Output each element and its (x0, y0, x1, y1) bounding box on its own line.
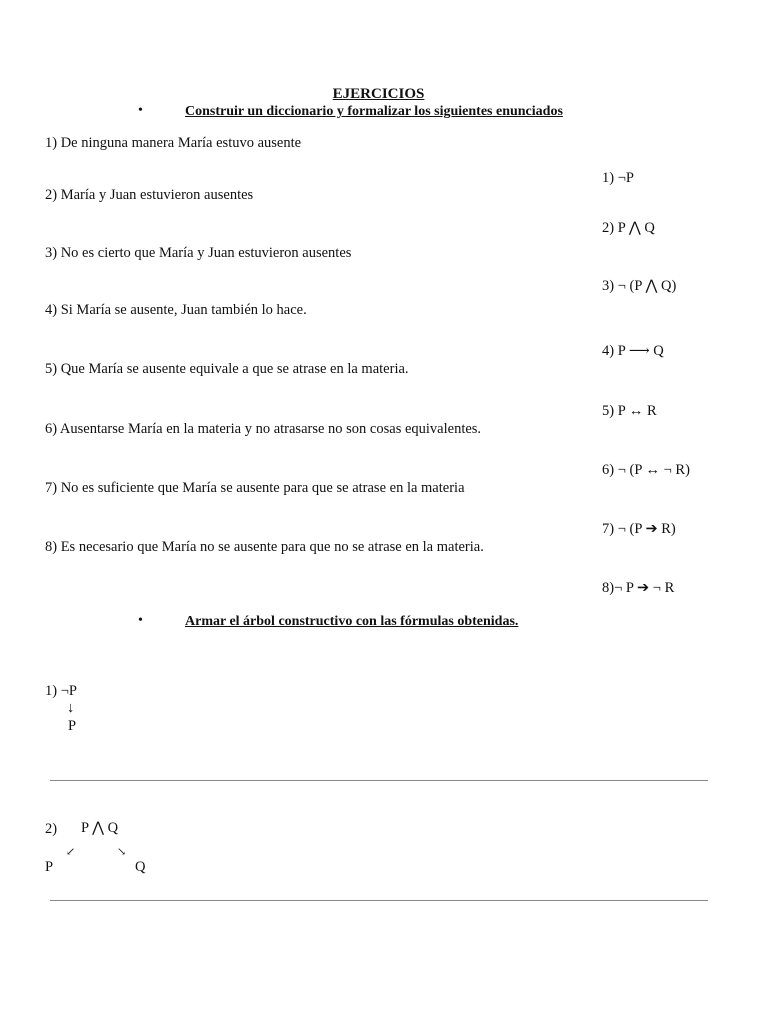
formula-3: 3) ¬ (P ⋀ Q) (602, 278, 677, 294)
formula-1: 1) ¬P (602, 170, 634, 186)
bullet-icon: • (138, 613, 143, 628)
statement-1: 1) De ninguna manera María estuvo ausente (45, 135, 302, 151)
formula-6: 6) ¬ (P ↔ ¬ R) (602, 462, 690, 478)
page-title: EJERCICIOS (332, 86, 425, 102)
formula-8: 8)¬ P ➔ ¬ R (602, 580, 675, 596)
statement-4: 4) Si María se ausente, Juan también lo hace. (45, 302, 307, 318)
arrow-down-icon: ↓ (67, 700, 75, 716)
statement-6: 6) Ausentarse María en la materia y no atrasarse no son cosas equivalentes. (45, 421, 482, 437)
tree2-left-child: P (45, 859, 54, 875)
section-heading-diccionario: Construir un diccionario y formalizar los siguientes enunciados (185, 104, 563, 119)
tree2-right-child: Q (135, 859, 146, 875)
tree1-child: P (68, 718, 77, 734)
divider (50, 900, 708, 901)
formula-2: 2) P ⋀ Q (602, 220, 655, 236)
statement-3: 3) No es cierto que María y Juan estuvieron ausentes (45, 245, 352, 261)
statement-5: 5) Que María se ausente equivale a que se atrase en la materia. (45, 361, 409, 377)
formula-4: 4) P ⟶ Q (602, 343, 664, 359)
tree2-number: 2) (45, 821, 58, 837)
tree2-root: P ⋀ Q (81, 820, 119, 836)
statement-7: 7) No es suficiente que María se ausente para que se atrase en la materia (45, 480, 465, 496)
tree1-root: 1) ¬P (45, 683, 77, 699)
divider (50, 780, 708, 781)
formula-7: 7) ¬ (P ➔ R) (602, 521, 676, 537)
arrow-down-right-icon: ↘ (117, 846, 127, 858)
arrow-down-left-icon: ↙ (66, 846, 76, 858)
formula-5: 5) P ↔ R (602, 403, 657, 419)
bullet-icon: • (138, 103, 143, 118)
statement-8: 8) Es necesario que María no se ausente para que no se atrase en la materia. (45, 539, 484, 555)
section-heading-arbol: Armar el árbol constructivo con las fórmulas obtenidas. (185, 614, 519, 629)
statement-2: 2) María y Juan estuvieron ausentes (45, 187, 254, 203)
